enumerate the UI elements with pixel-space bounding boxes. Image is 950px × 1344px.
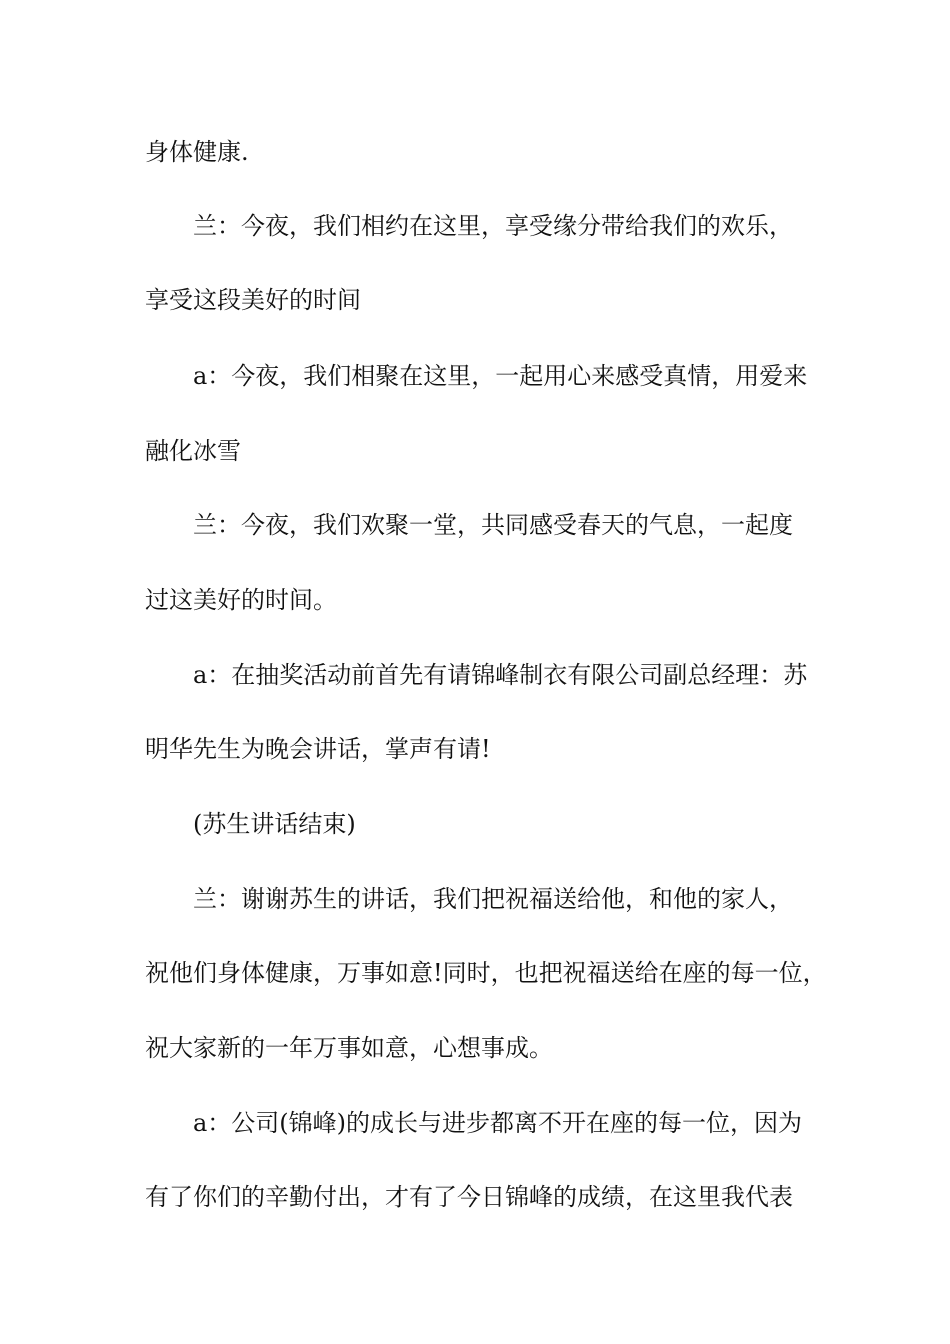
text-line: 融化冰雪 (145, 437, 241, 465)
paragraph-line: 兰：谢谢苏生的讲话，我们把祝福送给他，和他的家人， (193, 885, 793, 913)
text-line: 祝大家新的一年万事如意，心想事成。 (145, 1034, 553, 1062)
paragraph-line: a：今夜，我们相聚在这里，一起用心来感受真情，用爱来 (193, 362, 808, 390)
text-line: 祝他们身体健康，万事如意!同时，也把祝福送给在座的每一位， (145, 959, 827, 987)
paragraph-line: a：在抽奖活动前首先有请锦峰制衣有限公司副总经理：苏 (193, 661, 808, 689)
paragraph-line: a：公司(锦峰)的成长与进步都离不开在座的每一位，因为 (193, 1109, 803, 1137)
text-line: 享受这段美好的时间 (145, 286, 361, 314)
text-line: 身体健康. (145, 138, 249, 166)
paragraph-line: 兰：今夜，我们欢聚一堂，共同感受春天的气息，一起度 (193, 511, 793, 539)
paragraph-line: 兰：今夜，我们相约在这里，享受缘分带给我们的欢乐， (193, 212, 793, 240)
text-line: 过这美好的时间。 (145, 586, 337, 614)
text-line: 有了你们的辛勤付出，才有了今日锦峰的成绩，在这里我代表 (145, 1183, 793, 1211)
paragraph-line: (苏生讲话结束) (193, 810, 356, 838)
text-line: 明华先生为晚会讲话，掌声有请! (145, 735, 491, 763)
